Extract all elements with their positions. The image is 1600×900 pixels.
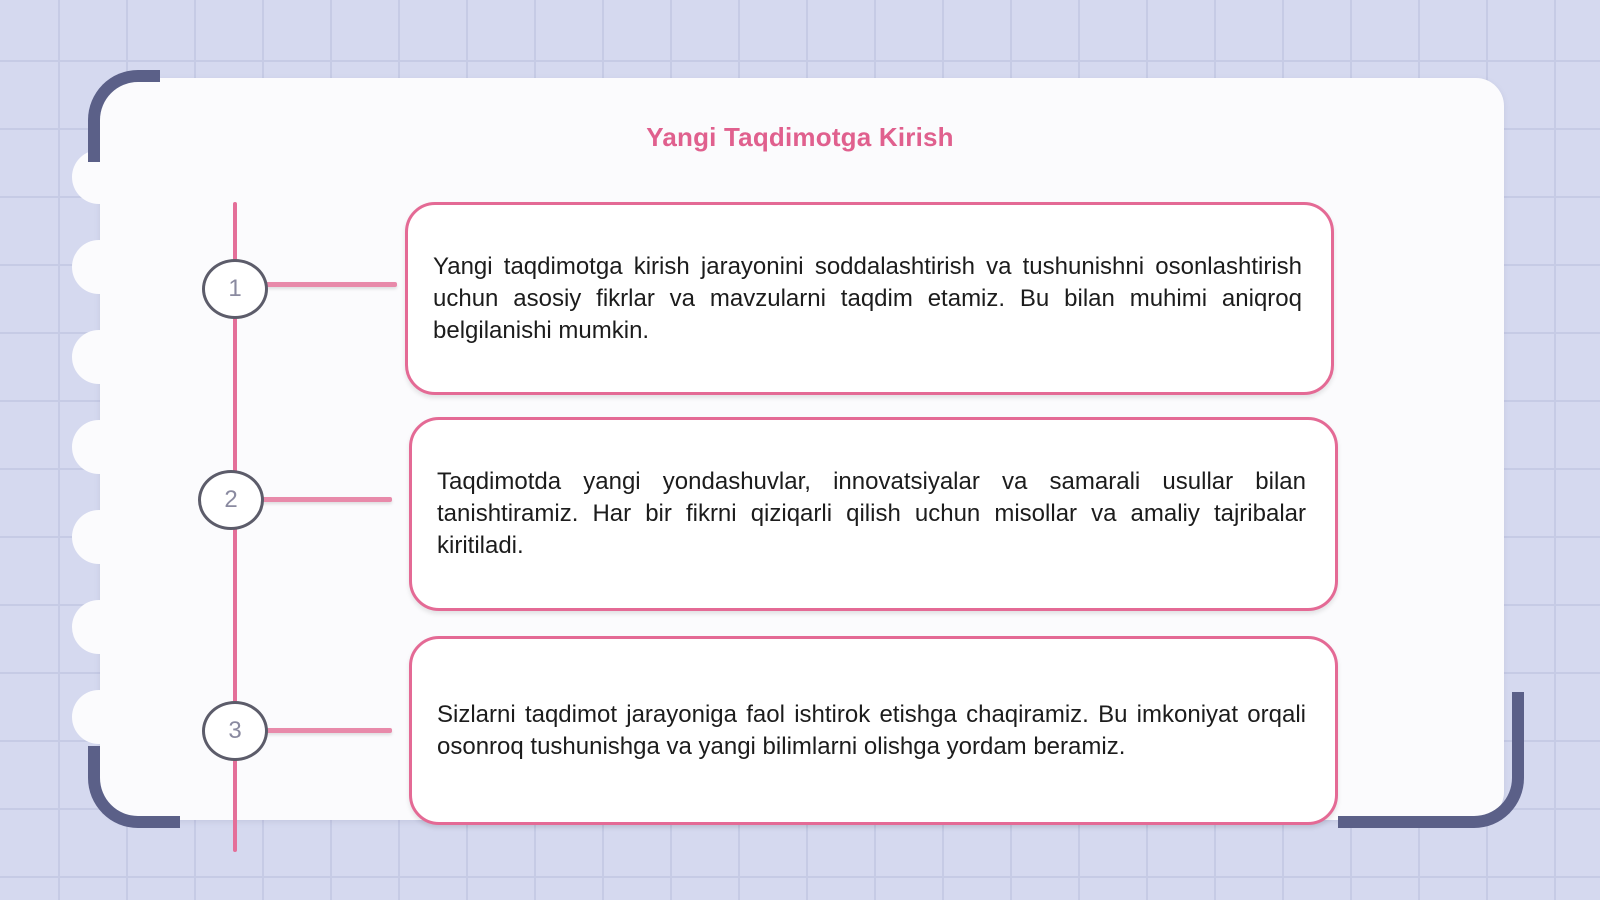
- step-2-card: [409, 417, 1338, 611]
- scallop-decoration: [72, 330, 126, 384]
- step-3-connector: [266, 728, 392, 733]
- step-2-number: 2: [198, 470, 264, 530]
- step-1-text: Yangi taqdimotga kirish jarayonini soddalashtirish va tushunishni osonlashtirish uchun asosiy fikrlar va mavzularni taqdim etamiz. Bu bilan muhimi aniqroq belgilanishi mumkin.: [433, 252, 1302, 344]
- scallop-decoration: [72, 600, 126, 654]
- corner-bracket-top-left: [88, 70, 160, 162]
- scallop-decoration: [72, 510, 126, 564]
- corner-bracket-bottom-right: [1338, 692, 1524, 828]
- step-3-text: Sizlarni taqdimot jarayoniga faol ishtirok etishga chaqiramiz. Bu imkoniyat orqali osonroq tushunishga va yangi bilimlarni olishga yordam beramiz.: [437, 700, 1306, 760]
- step-2-text: Taqdimotda yangi yondashuvlar, innovatsiyalar va samarali usullar bilan tanishtiramiz. Har bir fikrni qiziqarli qilish uchun misollar va amaliy tajribalar kiritiladi.: [437, 468, 1306, 559]
- step-1-number: 1: [202, 259, 268, 319]
- step-1-connector: [265, 282, 397, 287]
- scallop-decoration: [72, 420, 126, 474]
- step-1-card: [405, 202, 1334, 395]
- step-3-card: [409, 636, 1338, 825]
- corner-bracket-bottom-left: [88, 746, 180, 828]
- step-3-number: 3: [202, 701, 268, 761]
- scallop-decoration: [72, 690, 126, 744]
- scallop-decoration: [72, 240, 126, 294]
- step-2-connector: [262, 497, 392, 502]
- slide-title: Yangi Taqdimotga Kirish: [646, 122, 954, 152]
